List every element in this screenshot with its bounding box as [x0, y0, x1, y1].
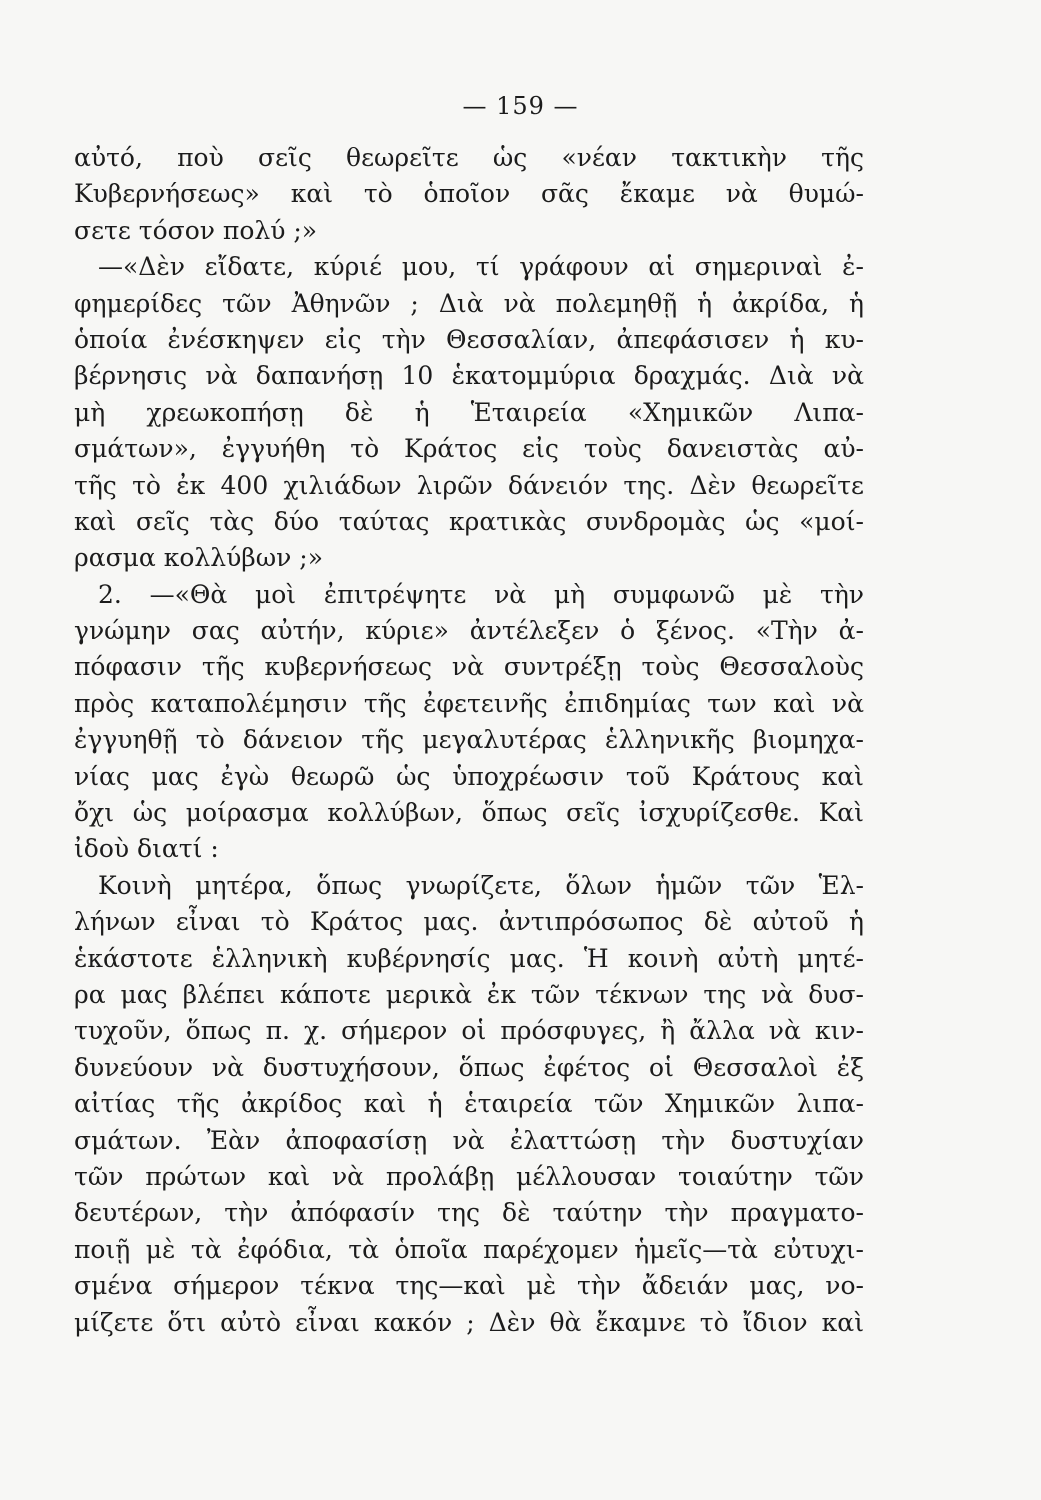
text-line: νίας μας ἐγὼ θεωρῶ ὡς ὑποχρέωσιν τοῦ Κράτους καὶ [74, 761, 864, 791]
text-line: ὄχι ὡς μοίρασμα κολλύβων, ὅπως σεῖς ἰσχυρίζεσθε. Καὶ [74, 798, 864, 828]
text-line: Κυβερνήσεως» καὶ τὸ ὁποῖον σᾶς ἔκαμε νὰ θυμώ- [74, 179, 864, 209]
text-line: μίζετε ὅτι αὐτὸ εἶναι κακόν ; Δὲν θὰ ἔκαμνε τὸ ἴδιον καὶ [74, 1307, 864, 1337]
text-line: τυχοῦν, ὅπως π. χ. σήμερον οἱ πρόσφυγες, ἢ ἄλλα νὰ κιν- [74, 1016, 864, 1046]
text-line: δευτέρων, τὴν ἀπόφασίν της δὲ ταύτην τὴν πραγματο- [74, 1198, 864, 1228]
body-text [74, 140, 864, 1341]
text-line: αἰτίας τῆς ἀκρίδος καὶ ἡ ἑταιρεία τῶν Χημικῶν λιπα- [74, 1089, 864, 1119]
text-line: βέρνησις νὰ δαπανήσῃ 10 ἑκατομμύρια δραχμάς. Διὰ νὰ [74, 361, 864, 391]
text-line: ποιῇ μὲ τὰ ἐφόδια, τὰ ὁποῖα παρέχομεν ἡμεῖς—τὰ εὐτυχι- [74, 1234, 864, 1264]
text-line: πόφασιν τῆς κυβερνήσεως νὰ συντρέξῃ τοὺς Θεσσαλοὺς [74, 652, 864, 682]
text-line: —«Δὲν εἴδατε, κύριέ μου, τί γράφουν αἱ σημεριναὶ ἐ- [98, 252, 864, 282]
text-line: ἐγγυηθῇ τὸ δάνειον τῆς μεγαλυτέρας ἑλληνικῆς βιομηχα- [74, 725, 864, 755]
text-line: φημερίδες τῶν Ἀθηνῶν ; Διὰ νὰ πολεμηθῇ ἡ ἀκρίδα, ἡ [74, 288, 864, 318]
text-line: καὶ σεῖς τὰς δύο ταύτας κρατικὰς συνδρομὰς ὡς «μοί- [74, 506, 864, 536]
text-line: γνώμην σας αὐτήν, κύριε» ἀντέλεξεν ὁ ξένος. «Τὴν ἀ- [74, 616, 864, 646]
page-number: — 159 — [462, 92, 579, 120]
text-line: σετε τόσον πολύ ;» [74, 215, 318, 245]
text-line: τῶν πρώτων καὶ νὰ προλάβῃ μέλλουσαν τοιαύτην τῶν [74, 1161, 864, 1191]
text-line: τῆς τὸ ἐκ 400 χιλιάδων λιρῶν δάνειόν της. Δὲν θεωρεῖτε [74, 470, 864, 500]
text-line: ἰδοὺ διατί : [74, 834, 219, 864]
text-line: σμάτων. Ἐὰν ἀποφασίσῃ νὰ ἐλαττώσῃ τὴν δυστυχίαν [74, 1125, 864, 1155]
text-line: Κοινὴ μητέρα, ὅπως γνωρίζετε, ὅλων ἡμῶν τῶν Ἑλ- [98, 870, 864, 900]
text-line: ρα μας βλέπει κάποτε μερικὰ ἐκ τῶν τέκνων της νὰ δυσ- [74, 979, 864, 1009]
text-line: πρὸς καταπολέμησιν τῆς ἐφετεινῆς ἐπιδημίας των καὶ νὰ [74, 688, 864, 718]
text-line: σμάτων», ἐγγυήθη τὸ Κράτος εἰς τοὺς δανειστὰς αὐ- [74, 434, 864, 464]
text-line: μὴ χρεωκοπήσῃ δὲ ἡ Ἑταιρεία «Χημικῶν Λιπα- [74, 397, 864, 427]
text-line: 2. —«Θὰ μοὶ ἐπιτρέψητε νὰ μὴ συμφωνῶ μὲ τὴν [98, 579, 864, 609]
text-line: λήνων εἶναι τὸ Κράτος μας. ἀντιπρόσωπος δὲ αὐτοῦ ἡ [74, 907, 864, 937]
text-line: ἑκάστοτε ἑλληνικὴ κυβέρνησίς μας. Ἡ κοινὴ αὐτὴ μητέ- [74, 943, 864, 973]
text-line: δυνεύουν νὰ δυστυχήσουν, ὅπως ἐφέτος οἱ Θεσσαλοὶ ἐξ [74, 1052, 864, 1082]
text-line: σμένα σήμερον τέκνα της—καὶ μὲ τὴν ἄδειάν μας, νο- [74, 1271, 864, 1301]
text-line: ὁποία ἐνέσκηψεν εἰς τὴν Θεσσαλίαν, ἀπεφάσισεν ἡ κυ- [74, 324, 864, 354]
text-line: αὐτό, ποὺ σεῖς θεωρεῖτε ὡς «νέαν τακτικὴν τῆς [74, 143, 864, 172]
text-line: ρασμα κολλύβων ;» [74, 543, 323, 573]
